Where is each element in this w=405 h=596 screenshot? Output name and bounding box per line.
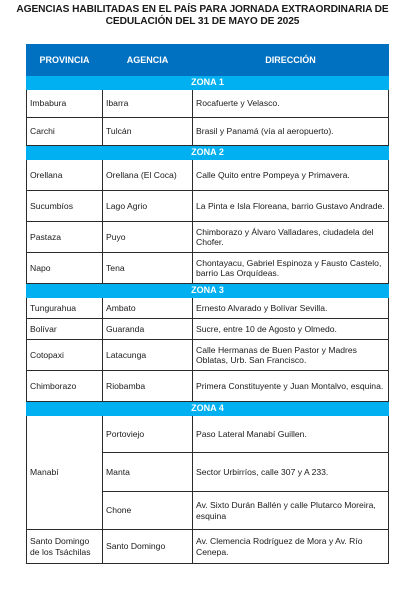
table-row xyxy=(27,298,389,319)
document-title xyxy=(0,4,405,28)
zone-label: ZONA 2 xyxy=(27,146,389,160)
cell-agencia: Riobamba xyxy=(103,371,193,402)
cell-agencia: Manta xyxy=(103,453,193,492)
table-row xyxy=(27,416,389,453)
cell-direccion: Av. Clemencia Rodríguez de Mora y Av. Río Cenepa. xyxy=(193,530,389,564)
zone-label: ZONA 3 xyxy=(27,284,389,298)
cell-agencia: Puyo xyxy=(103,222,193,253)
cell-provincia: Tungurahua xyxy=(27,298,103,319)
table-header-row xyxy=(27,45,389,76)
table-row xyxy=(27,118,389,146)
cell-provincia: Sucumbíos xyxy=(27,191,103,222)
cell-direccion: Chimborazo y Álvaro Valladares, ciudadela del Chofer. xyxy=(193,222,389,253)
cell-direccion: Chontayacu, Gabriel Espinoza y Fausto Castelo, barrio Las Orquídeas. xyxy=(193,253,389,284)
cell-provincia: Cotopaxi xyxy=(27,340,103,371)
cell-provincia: Bolívar xyxy=(27,319,103,340)
table-row xyxy=(27,530,389,564)
table-row xyxy=(27,319,389,340)
zone-label: ZONA 4 xyxy=(27,402,389,416)
table-row xyxy=(27,340,389,371)
table-row xyxy=(27,253,389,284)
cell-provincia: Pastaza xyxy=(27,222,103,253)
cell-agencia: Santo Domingo xyxy=(103,530,193,564)
table-row xyxy=(27,191,389,222)
cell-agencia: Portoviejo xyxy=(103,416,193,453)
cell-direccion: La Pinta e Isla Floreana, barrio Gustavo Andrade. xyxy=(193,191,389,222)
cell-agencia: Ambato xyxy=(103,298,193,319)
cell-agencia: Guaranda xyxy=(103,319,193,340)
cell-agencia: Tena xyxy=(103,253,193,284)
cell-direccion: Calle Hermanas de Buen Pastor y Madres Oblatas, Urb. San Francisco. xyxy=(193,340,389,371)
cell-direccion: Primera Constituyente y Juan Montalvo, esquina. xyxy=(193,371,389,402)
cell-provincia: Orellana xyxy=(27,160,103,191)
cell-direccion: Paso Lateral Manabí Guillen. xyxy=(193,416,389,453)
cell-agencia: Lago Agrio xyxy=(103,191,193,222)
zone-header-2 xyxy=(27,146,389,160)
cell-agencia: Chone xyxy=(103,492,193,530)
cell-provincia-manabi: Manabí xyxy=(27,416,103,530)
zone-header-3 xyxy=(27,284,389,298)
cell-provincia: Chimborazo xyxy=(27,371,103,402)
table-row xyxy=(27,371,389,402)
table-row xyxy=(27,160,389,191)
zone-header-4 xyxy=(27,402,389,416)
zone-label: ZONA 1 xyxy=(27,76,389,90)
header-agencia: AGENCIA xyxy=(103,45,193,76)
cell-direccion: Sector Urbirríos, calle 307 y A 233. xyxy=(193,453,389,492)
header-direccion: DIRECCIÓN xyxy=(193,45,389,76)
cell-provincia: Santo Domingo de los Tsáchilas xyxy=(27,530,103,564)
cell-direccion: Av. Sixto Durán Ballén y calle Plutarco Moreira, esquina xyxy=(193,492,389,530)
title-line-1: AGENCIAS HABILITADAS EN EL PAÍS PARA JORNADA EXTRAORDINARIA DE xyxy=(16,4,389,15)
cell-direccion: Calle Quito entre Pompeya y Primavera. xyxy=(193,160,389,191)
cell-agencia: Orellana (El Coca) xyxy=(103,160,193,191)
agencies-table xyxy=(26,44,389,564)
cell-direccion: Sucre, entre 10 de Agosto y Olmedo. xyxy=(193,319,389,340)
cell-direccion: Rocafuerte y Velasco. xyxy=(193,90,389,118)
header-provincia: PROVINCIA xyxy=(27,45,103,76)
table-row xyxy=(27,222,389,253)
table-row xyxy=(27,90,389,118)
zone-header-1 xyxy=(27,76,389,90)
cell-provincia: Napo xyxy=(27,253,103,284)
cell-agencia: Latacunga xyxy=(103,340,193,371)
cell-direccion: Ernesto Alvarado y Bolívar Sevilla. xyxy=(193,298,389,319)
cell-agencia: Tulcán xyxy=(103,118,193,146)
title-line-2: CEDULACIÓN DEL 31 DE MAYO DE 2025 xyxy=(105,16,300,27)
cell-agencia: Ibarra xyxy=(103,90,193,118)
cell-provincia: Imbabura xyxy=(27,90,103,118)
cell-direccion: Brasil y Panamá (vía al aeropuerto). xyxy=(193,118,389,146)
cell-provincia: Carchi xyxy=(27,118,103,146)
